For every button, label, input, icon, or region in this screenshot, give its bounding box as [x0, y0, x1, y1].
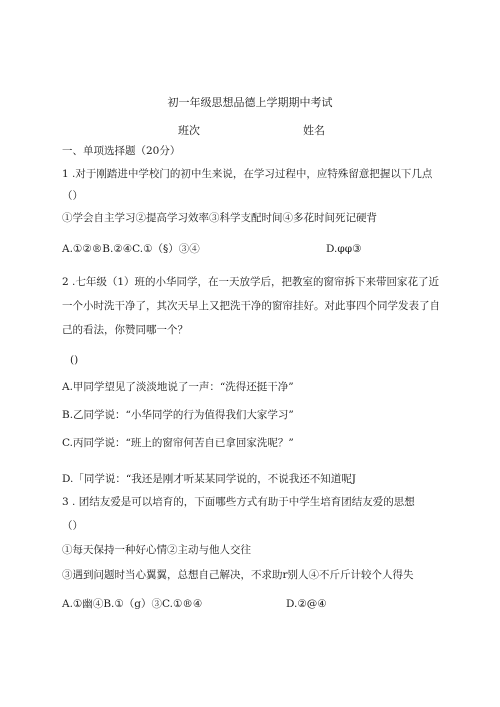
- q1-stem-line1: 1 .对于刚踏进中学校门的初中生来说，在学习过程中，应特殊留意把握以下几点: [62, 168, 433, 180]
- q2-option-a: A.甲同学望见了淡淡地说了一声：“洗得还挺干净”: [62, 381, 294, 393]
- exam-title: 初一年级思想品德上学期期中考试: [167, 96, 333, 109]
- q3-option-d: D.②@④: [286, 598, 327, 610]
- q2-stem-line3: 己的看法，你赞同哪一个？: [62, 324, 188, 336]
- name-label: 姓名: [303, 124, 325, 137]
- q2-stem-line2: 一个小时洗干净了，其次天早上又把洗干净的窗帘挂好。对此事四个同学发表了自: [62, 300, 440, 312]
- q2-stem-line1: 2 .七年级（1）班的小华同学，在一天放学后，把教室的窗帘拆下来带回家花了近: [62, 276, 440, 288]
- q1-option-d: D.φφ③: [326, 243, 362, 255]
- q2-option-d: D.「同学说：“我还是刚才听某某同学说的，不说我还不知道呢J: [62, 473, 356, 485]
- class-label: 班次: [178, 124, 200, 137]
- q3-items-line1: ①每天保持一种好心情②主动与他人交往: [62, 544, 251, 556]
- q3-options-abc: A.①幽④B.①（g）③C.①®④: [62, 598, 203, 610]
- q1-options-abc: A.①②®B.②④C.①（§）③④: [62, 243, 200, 255]
- q2-option-b: B.乙同学说：“小华同学的行为值得我们大家学习”: [62, 409, 294, 421]
- q2-answer-bracket: (): [70, 354, 79, 366]
- q2-option-c: C.丙同学说：“班上的窗帘何苦自已拿回家洗呢？”: [62, 437, 294, 449]
- q3-stem-line2: （）: [62, 520, 83, 532]
- q1-items: ①学会自主学习②提高学习效率③科学支配时间④多花时间死记硬背: [62, 212, 377, 224]
- q1-stem-line2: （）: [62, 190, 83, 202]
- q3-items-line2: ③遇到问题时当心翼翼，总想自己解决，不求助r别人④不斤斤计较个人得失: [62, 569, 414, 581]
- section-heading: 一、单项选择题（20分）: [62, 145, 181, 157]
- q3-stem-line1: 3 . 团结友爱是可以培育的，下面哪些方式有助于中学生培育团结友爱的思想: [62, 496, 415, 508]
